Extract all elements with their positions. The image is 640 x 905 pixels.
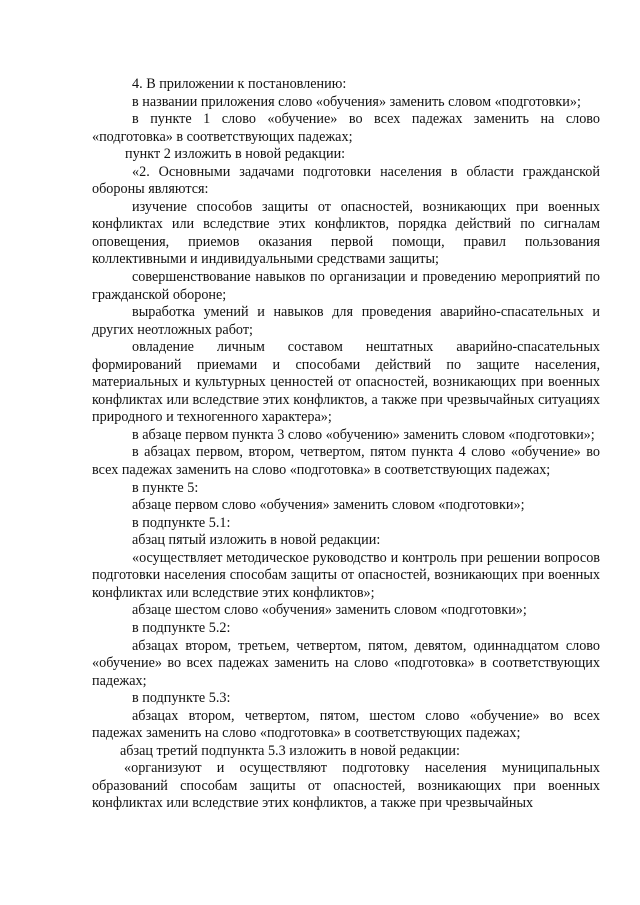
- paragraph-item-4-heading: 4. В приложении к постановлению:: [132, 76, 347, 92]
- paragraph-task-study-protection: изучение способов защиты от опасностей, возникающих при военных конфликтах или вследствие этих конфликтов, порядка действий по сигналам оповещения, приемов оказания первой помощи, правил пользования коллективными и индивидуальными средствами защиты;: [92, 198, 600, 268]
- paragraph-point-3-change: в абзаце первом пункта 3 слово «обучению» заменить словом «подготовки»;: [132, 426, 595, 443]
- paragraph-appendix-title-change: в названии приложения слово «обучения» заменить словом «подготовки»;: [132, 93, 581, 110]
- paragraph-point-4-change: в абзацах первом, втором, четвертом, пятом пункта 4 слово «обучение» во всех падежах заменить на слово «подготовка» в соответствующих падежах;: [92, 444, 600, 479]
- paragraph-point-1-change: в пункте 1 слово «обучение» во всех падежах заменить на слово «подготовка» в соответствующих падежах;: [92, 111, 600, 145]
- paragraph-subpoint-5-2-heading: в подпункте 5.2:: [132, 619, 231, 636]
- paragraph-subpoint-5-1-sixth: абзаце шестом слово «обучения» заменить словом «подготовки»;: [132, 602, 527, 619]
- paragraph-task-develop-skills: выработка умений и навыков для проведения аварийно-спасательных и других неотложных работ;: [92, 304, 600, 338]
- paragraph-point-5-heading: в пункте 5:: [132, 479, 199, 496]
- paragraph-point-2-new-edition: пункт 2 изложить в новой редакции:: [125, 146, 346, 163]
- paragraph-point-2-text: «2. Основными задачами подготовки населения в области гражданской обороны являются:: [92, 163, 600, 198]
- document-body: [92, 76, 600, 813]
- paragraph-task-master-methods: овладение личным составом нештатных аварийно-спасательных формирований приемами и способами действий по защите населения, материальных и культурных ценностей от опасностей, возникающих при военных конфликтах или вследствие этих конфликтов, а также при чрезвычайных ситуациях природного и техногенного характера»;: [92, 339, 600, 426]
- paragraph-subpoint-5-3-third: абзац третий подпункта 5.3 изложить в новой редакции:: [120, 742, 460, 759]
- paragraph-subpoint-5-1-fifth: абзац пятый изложить в новой редакции:: [132, 532, 381, 549]
- paragraph-point-5-first-change: абзаце первом слово «обучения» заменить словом «подготовки»;: [132, 497, 525, 514]
- paragraph-subpoint-5-1-heading: в подпункте 5.1:: [132, 514, 231, 531]
- paragraph-subpoint-5-3-heading: в подпункте 5.3:: [132, 690, 231, 707]
- paragraph-subpoint-5-1-text: «осуществляет методическое руководство и контроль при решении вопросов подготовки населения способам защиты от опасностей, возникающих при военных конфликтах или вследствие этих конфликтов»;: [92, 549, 600, 601]
- paragraph-task-improve-skills: совершенствование навыков по организации и проведению мероприятий по гражданской обороне;: [92, 269, 600, 303]
- paragraph-subpoint-5-2-change: абзацах втором, третьем, четвертом, пятом, девятом, одиннадцатом слово «обучение» во всех падежах заменить на слово «подготовка» в соответствующих падежах;: [92, 637, 600, 689]
- paragraph-subpoint-5-3-text: «организуют и осуществляют подготовку населения муниципальных образований способам защиты от опасностей, возникающих при военных конфликтах или вследствие этих конфликтов, а также при чрезвычайных: [92, 760, 600, 812]
- paragraph-subpoint-5-3-change: абзацах втором, четвертом, пятом, шестом слово «обучение» во всех падежах заменить на слово «подготовка» в соответствующих падежах;: [92, 707, 600, 742]
